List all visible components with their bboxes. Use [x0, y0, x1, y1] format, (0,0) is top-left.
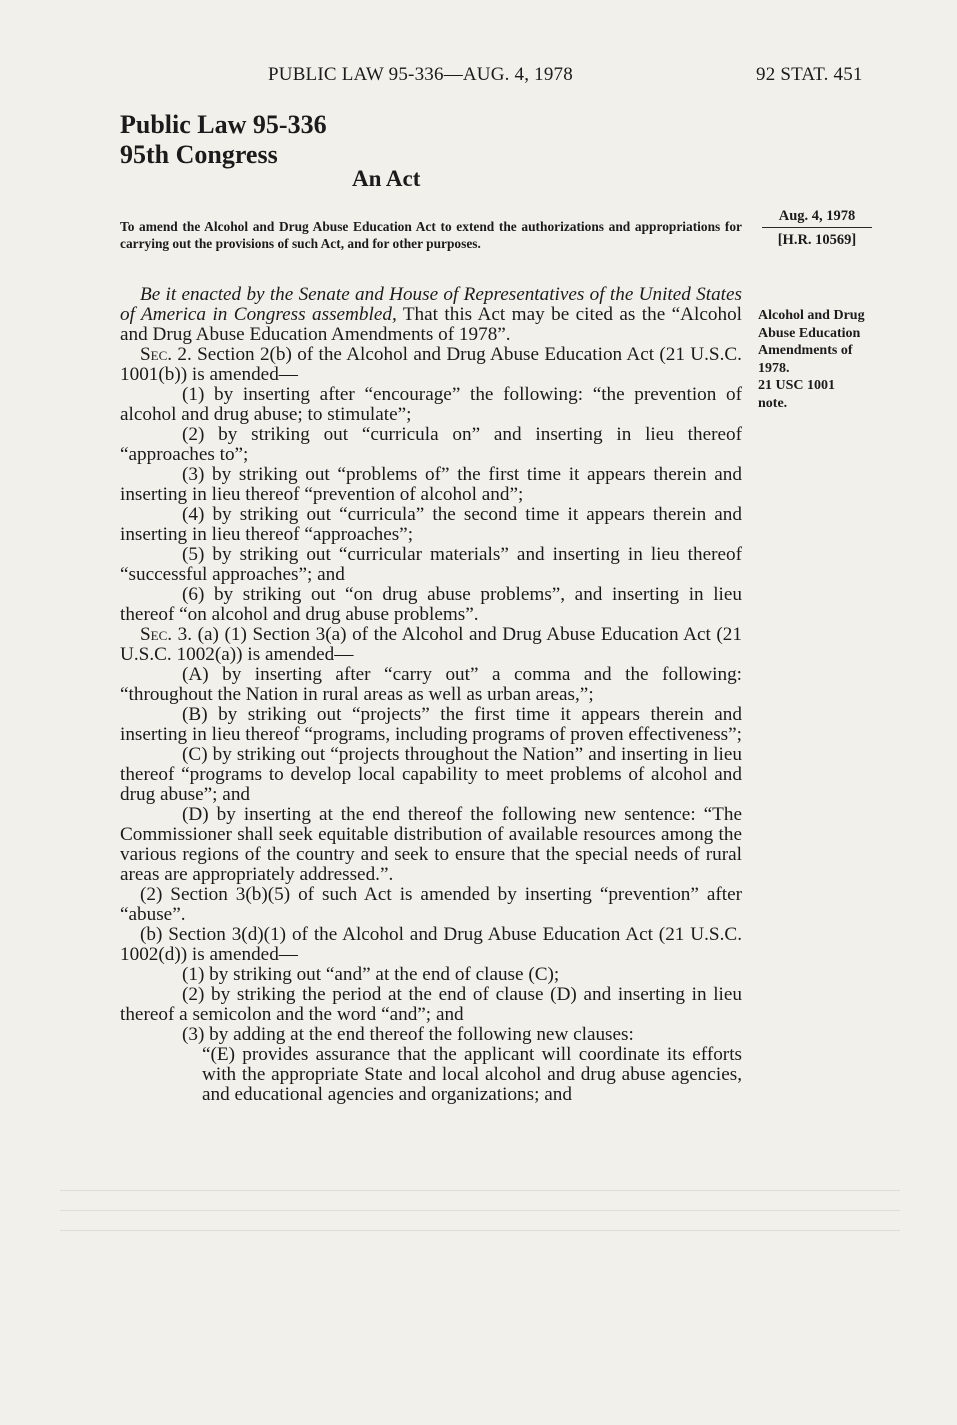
- section-2-item: (6) by striking out “on drug abuse problems”, and inserting in lieu thereof “on alcohol and drug abuse problems”.: [120, 584, 742, 625]
- section-2-item: (1) by inserting after “encourage” the following: “the prevention of alcohol and drug abuse; to stimulate”;: [120, 384, 742, 425]
- congress-number: 95th Congress: [120, 140, 278, 169]
- section-2-item: (3) by striking out “problems of” the first time it appears therein and inserting in lieu thereof “prevention of alcohol and”;: [120, 464, 742, 505]
- section-2-intro: [120, 345, 742, 385]
- section-text: (a) (1) Section 3(a) of the Alcohol and Drug Abuse Education Act (21 U.S.C. 1002(a)) is amended—: [120, 624, 742, 665]
- statute-reference: 92 STAT. 451: [756, 64, 863, 85]
- section-3a-item: (D) by inserting at the end thereof the following new sentence: “The Commissioner shall seek equitable distribution of available resources among the various regions of the country and seek to ensure that the special needs of rural areas are appropriately addressed.”.: [120, 804, 742, 885]
- section-3b-item: (3) by adding at the end thereof the following new clauses:: [182, 1024, 634, 1045]
- margin-note: [758, 307, 886, 412]
- margin-note-line: note.: [758, 395, 788, 411]
- public-law-number: Public Law 95-336: [120, 110, 327, 139]
- new-clause-e: “(E) provides assurance that the applicant will coordinate its efforts with the appropriate State and local alcohol and drug abuse agencies, and educational agencies and organizations; and: [202, 1044, 742, 1105]
- section-2-item: (5) by striking out “curricular materials” and inserting in lieu thereof “successful approaches”; and: [120, 544, 742, 585]
- margin-note-line: Amendments of: [758, 343, 853, 358]
- act-body: [120, 285, 742, 1105]
- section-label: Sec. 2.: [140, 344, 192, 365]
- act-heading: An Act: [352, 166, 421, 191]
- section-3a-item: (A) by inserting after “carry out” a comma and the following: “throughout the Nation in rural areas as well as urban areas,”;: [120, 664, 742, 705]
- section-3b-item: (1) by striking out “and” at the end of clause (C);: [182, 964, 560, 985]
- section-3b-item: (2) by striking the period at the end of clause (D) and inserting in lieu thereof a semicolon and the word “and”; and: [120, 984, 742, 1025]
- section-2-item: (4) by striking out “curricula” the second time it appears therein and inserting in lieu thereof “approaches”;: [120, 504, 742, 545]
- enactment-date: Aug. 4, 1978: [762, 208, 872, 228]
- margin-note-line: 21 USC 1001: [758, 378, 836, 393]
- enacting-formula: Be it enacted by the Senate and House of Representatives of the United States of America in Congress assembled,: [120, 284, 742, 325]
- margin-note-line: Abuse Education: [758, 325, 861, 341]
- short-title-text: That this Act may be cited as the “Alcohol and Drug Abuse Education Amendments of 1978”.: [120, 304, 742, 345]
- section-3b-intro: (b) Section 3(d)(1) of the Alcohol and Drug Abuse Education Act (21 U.S.C. 1002(d)) is amended—: [120, 924, 742, 965]
- section-3-intro: [120, 625, 742, 665]
- margin-note-line: Alcohol and Drug: [758, 308, 865, 323]
- section-2-item: (2) by striking out “curricula on” and inserting in lieu thereof “approaches to”;: [120, 424, 742, 465]
- running-head: PUBLIC LAW 95-336—AUG. 4, 1978: [268, 64, 573, 85]
- section-3a-item: (B) by striking out “projects” the first time it appears therein and inserting in lieu thereof “programs, including programs of proven effectiveness”;: [120, 704, 742, 745]
- enacting-clause: [120, 285, 742, 345]
- section-3a-item: (C) by striking out “projects throughout the Nation” and inserting in lieu thereof “programs to develop local capability to meet problems of alcohol and drug abuse”; and: [120, 744, 742, 805]
- law-title-block: [120, 110, 327, 170]
- section-text: Section 2(b) of the Alcohol and Drug Abuse Education Act (21 U.S.C. 1001(b)) is amended—: [120, 344, 742, 385]
- section-3a2: (2) Section 3(b)(5) of such Act is amended by inserting “prevention” after “abuse”.: [120, 884, 742, 925]
- bleed-through-shadow: [60, 1190, 900, 1250]
- margin-note-line: 1978.: [758, 360, 790, 376]
- section-label: Sec. 3.: [140, 624, 193, 645]
- margin-date-block: [762, 208, 872, 249]
- act-summary: To amend the Alcohol and Drug Abuse Education Act to extend the authorizations and appropriations for carrying out the provisions of such Act, and for other purposes.: [120, 219, 742, 251]
- bill-number: [H.R. 10569]: [777, 232, 857, 248]
